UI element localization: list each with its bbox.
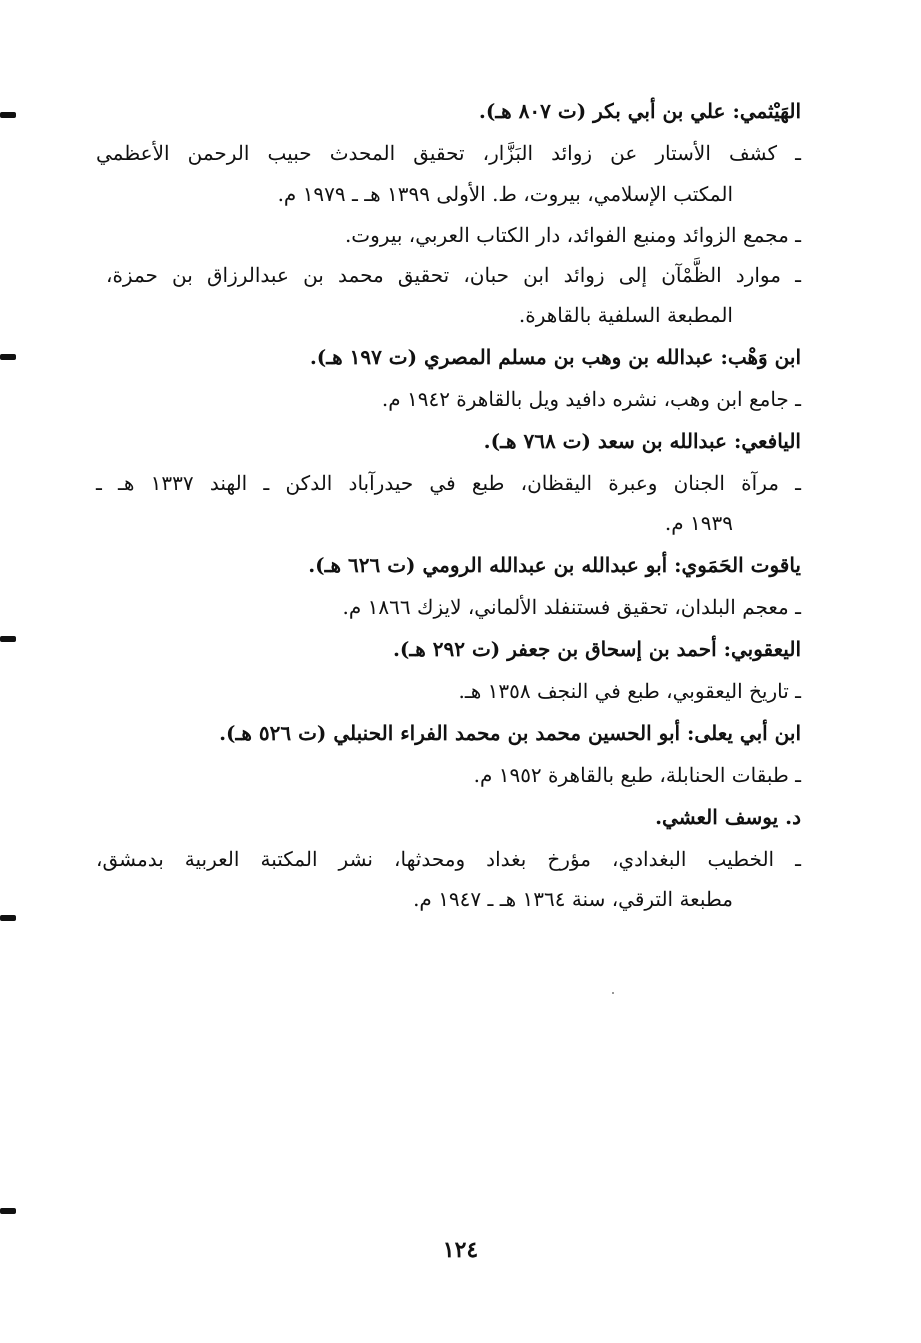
scan-edge-mark <box>0 1208 16 1214</box>
work-item: ـ جامع ابن وهب، نشره دافيد ويل بالقاهرة ١٩٤٢ م. <box>381 387 801 411</box>
entry-heading: ابن وَهْب: عبدالله بن وهب بن مسلم المصري (ت ١٩٧ هـ). <box>309 345 801 369</box>
work-item: ـ معجم البلدان، تحقيق فستنفلد الألماني، لايزك ١٨٦٦ م. <box>342 595 801 619</box>
page-number: ١٢٤ <box>442 1237 479 1263</box>
work-item: ـ مجمع الزوائد ومنبع الفوائد، دار الكتاب العربي، بيروت. <box>344 223 801 247</box>
work-item: ـ موارد الظَّمْآن إلى زوائد ابن حبان، تحقيق محمد بن عبدالرزاق بن حمزة، <box>106 263 801 287</box>
scan-edge-mark <box>0 112 16 118</box>
entry-heading: اليعقوبي: أحمد بن إسحاق بن جعفر (ت ٢٩٢ هـ). <box>392 637 801 661</box>
entry-heading: اليافعي: عبدالله بن سعد (ت ٧٦٨ هـ). <box>483 429 801 453</box>
entry-heading: ابن أبي يعلى: أبو الحسين محمد بن محمد الفراء الحنبلي (ت ٥٢٦ هـ). <box>219 721 801 745</box>
work-item: ـ تاريخ اليعقوبي، طبع في النجف ١٣٥٨ هـ. <box>458 679 801 703</box>
scan-edge-mark <box>0 354 16 360</box>
work-item-continuation: المطبعة السلفية بالقاهرة. <box>518 303 733 327</box>
scan-edge-mark <box>0 636 16 642</box>
entry-heading: د. يوسف العشي. <box>655 805 801 829</box>
work-item-continuation: مطبعة الترقي، سنة ١٣٦٤ هـ ـ ١٩٤٧ م. <box>413 887 733 911</box>
work-item: ـ طبقات الحنابلة، طبع بالقاهرة ١٩٥٢ م. <box>473 763 801 787</box>
work-item-continuation: المكتب الإسلامي، بيروت، ط. الأولى ١٣٩٩ هـ ـ ١٩٧٩ م. <box>277 182 733 206</box>
work-item-continuation: ١٩٣٩ م. <box>664 511 733 535</box>
scan-speck <box>612 992 614 994</box>
scan-edge-mark <box>0 915 16 921</box>
work-item: ـ مرآة الجنان وعبرة اليقظان، طبع في حيدرآباد الدكن ـ الهند ١٣٣٧ هـ ـ <box>96 471 801 495</box>
work-item: ـ كشف الأستار عن زوائد البَزَّار، تحقيق المحدث حبيب الرحمن الأعظمي <box>96 141 801 165</box>
entry-heading: الهَيْثمي: علي بن أبي بكر (ت ٨٠٧ هـ). <box>478 99 801 123</box>
entry-heading: ياقوت الحَمَوي: أبو عبدالله بن عبدالله الرومي (ت ٦٢٦ هـ). <box>308 553 801 577</box>
work-item: ـ الخطيب البغدادي، مؤرخ بغداد ومحدثها، نشر المكتبة العربية بدمشق، <box>96 847 801 871</box>
